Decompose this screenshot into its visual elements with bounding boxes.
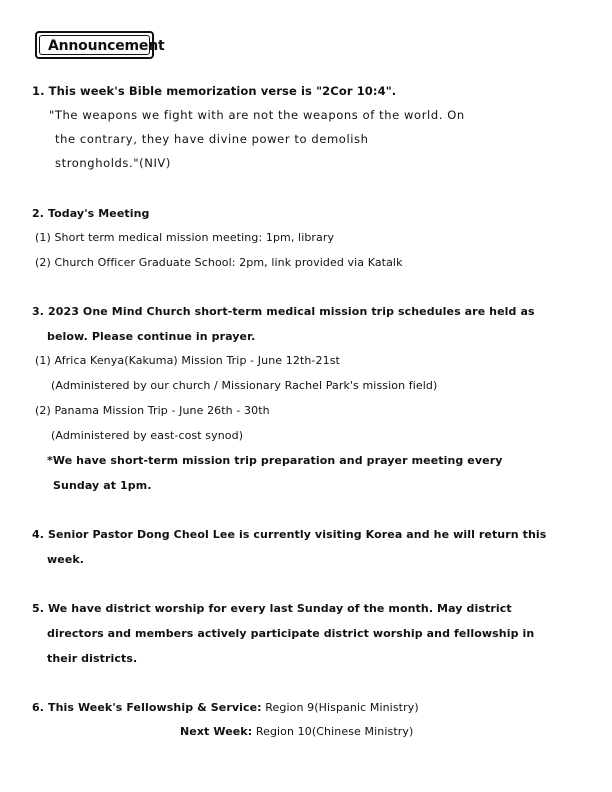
item1-verse-line3: strongholds."(NIV)	[55, 156, 171, 170]
item3-sub2-note: (Administered by east-cost synod)	[51, 429, 244, 442]
item3-note-line1: *We have short-term mission trip preparation and prayer meeting every	[47, 454, 503, 467]
item5-line2: directors and members actively participate district worship and fellowship in	[47, 627, 535, 640]
item4-line1: 4. Senior Pastor Dong Cheol Lee is currently visiting Korea and he will return this	[32, 528, 547, 541]
item2-line2: (2) Church Officer Graduate School: 2pm, link provided via Katalk	[35, 256, 403, 269]
item2-line1: (1) Short term medical mission meeting: 1pm, library	[35, 231, 335, 244]
announcement-title: Announcement	[39, 35, 150, 55]
item6-value: Region 9(Hispanic Ministry)	[261, 701, 419, 714]
item3-sub1-note: (Administered by our church / Missionary Rachel Park's mission field)	[51, 379, 438, 392]
announcement-title-box	[35, 31, 165, 59]
item3-line1: 3. 2023 One Mind Church short-term medical mission trip schedules are held as	[32, 305, 535, 318]
item1-verse-line1: "The weapons we fight with are not the weapons of the world. On	[49, 108, 465, 122]
item5-line1: 5. We have district worship for every last Sunday of the month. May district	[32, 602, 512, 615]
item6-line2	[180, 724, 413, 740]
item4-line2: week.	[47, 553, 85, 566]
item3-line2: below. Please continue in prayer.	[47, 330, 256, 343]
item1-heading: 1. This week's Bible memorization verse is "2Cor 10:4".	[32, 84, 397, 98]
item3-sub1: (1) Africa Kenya(Kakuma) Mission Trip - June 12th-21st	[35, 354, 340, 367]
item2-heading: 2. Today's Meeting	[32, 207, 150, 220]
item6-label: 6. This Week's Fellowship & Service:	[32, 701, 262, 714]
item6-line1	[32, 700, 419, 716]
item6-next-value: Region 10(Chinese Ministry)	[252, 725, 414, 738]
item5-line3: their districts.	[47, 652, 138, 665]
item3-sub2: (2) Panama Mission Trip - June 26th - 30th	[35, 404, 270, 417]
item3-note-line2: Sunday at 1pm.	[53, 479, 152, 492]
item6-next-label: Next Week:	[180, 725, 253, 738]
item1-verse-line2: the contrary, they have divine power to demolish	[55, 132, 369, 146]
